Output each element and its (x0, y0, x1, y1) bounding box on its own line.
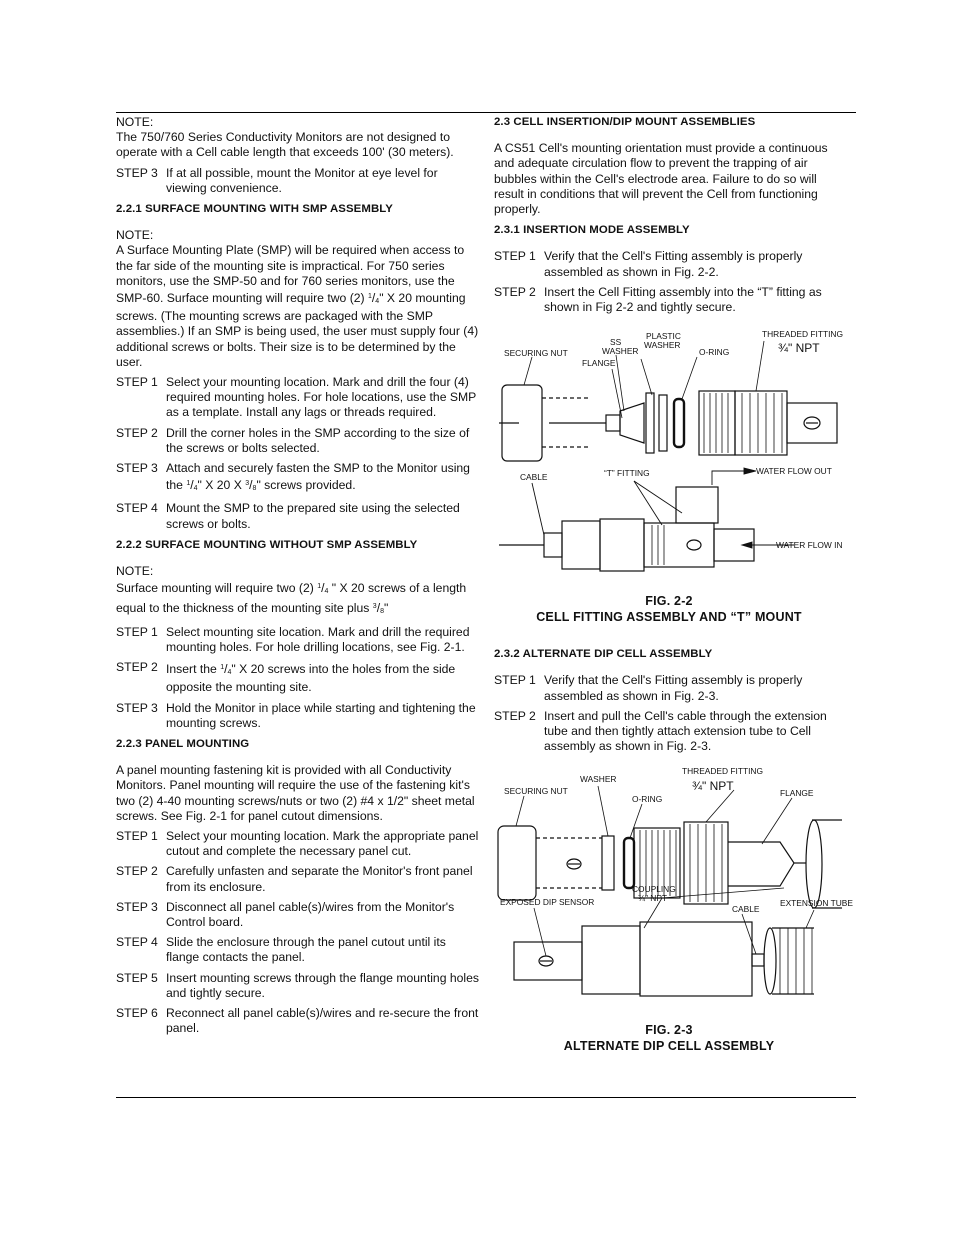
label-flange: FLANGE (780, 788, 814, 799)
label-exposed-dip-sensor: EXPOSED DIP SENSOR (500, 897, 595, 908)
step-item (116, 829, 480, 859)
o-ring-shape (674, 399, 684, 447)
label-npt: ¾" NPT (778, 341, 820, 356)
step-text: Insert and pull the Cell's cable through the extension tube and then tightly attach extension tube to Cell assembly as shown in Fig. 2-3. (544, 708, 827, 754)
step-text: Reconnect all panel cable(s)/wires and re-secure the front panel. (166, 1005, 479, 1036)
step-number: STEP 2 (116, 425, 158, 440)
top-rule (116, 112, 856, 113)
step-text: Disconnect all panel cable(s)/wires from the Monitor's Control board. (166, 899, 455, 929)
step-item (116, 166, 480, 196)
label-npt: ¾" NPT (692, 779, 734, 794)
step-item (116, 625, 480, 655)
step-number: STEP 2 (494, 284, 536, 299)
intro-text: A CS51 Cell's mounting orientation must provide a continuous and adequate circulation flow to prevent the trapping of air bubbles within the Cell's electrode area. Failure to do so will result in conditions that will prevent the Cell from functioning properly. (494, 141, 828, 217)
label-washer: WASHER (580, 774, 617, 785)
label-threaded-fitting: THREADED FITTING (682, 766, 763, 777)
label-water-flow-out: WATER FLOW OUT (756, 466, 832, 477)
step-number: STEP 2 (116, 864, 158, 879)
step-item (116, 375, 480, 421)
step-number: STEP 3 (116, 165, 158, 180)
step-text: Select mounting site location. Mark and drill the required mounting holes. For hole drilling locations, see Fig. 2-1. (166, 624, 470, 654)
label-threaded-fitting: THREADED FITTING (762, 329, 843, 340)
step-text: Insert mounting screws through the flange mounting holes and tightly secure. (166, 970, 479, 1000)
label-plastic-washer-2: WASHER (644, 340, 681, 351)
step-text: Hold the Monitor in place while starting and tightening the mounting screws. (166, 700, 476, 730)
step-item (116, 971, 480, 1001)
step-number: STEP 1 (494, 673, 536, 688)
step-number: STEP 2 (116, 660, 158, 675)
step-number: STEP 3 (116, 461, 158, 476)
step-number: STEP 1 (116, 828, 158, 843)
step-number: STEP 4 (116, 935, 158, 950)
note-text: Surface mounting will require two (2) $^1/_4$ " X 20 screws of a length equal to the thickness of the mounting site plus $^3/_8$" (116, 581, 467, 616)
label-o-ring: O-RING (632, 794, 663, 805)
section-heading-2-2-3: 2.2.3 PANEL MOUNTING (116, 737, 250, 750)
left-column (116, 115, 480, 1041)
step-number: STEP 3 (116, 700, 158, 715)
step-item (116, 461, 480, 496)
step-item (116, 935, 480, 965)
dip-cell-diagram (494, 766, 853, 1018)
step-text: Mount the SMP to the prepared site using the selected screws or bolts. (166, 501, 460, 531)
note-label: NOTE: (116, 564, 154, 579)
panel-mounting-text: A panel mounting fastening kit is provided with all Conductivity Monitors. Panel mounting will require the use of the fastening kit's two (2) 4-40 mounting screws/nuts or two (2) #4 x 1/2" sheet metal screws. See Fig. 2-1 for panel cutout dimensions. (116, 763, 475, 823)
note-text: The 750/760 Series Conductivity Monitors are not designed to operate with a Cell cable length that exceeds 100' (30 meters). (116, 130, 454, 160)
label-ss-washer-2: WASHER (602, 346, 639, 357)
step-item (494, 249, 844, 279)
cell-fitting-diagram (494, 323, 844, 593)
step-text: Insert the Cell Fitting assembly into the “T” fitting as shown in Fig 2-2 and tightly secure. (544, 284, 822, 315)
step-text: Attach and securely fasten the SMP to the Monitor using the $^1/_4$" X 20 X $^3/_8$" screws provided. (166, 461, 470, 493)
figure-2-3-title: ALTERNATE DIP CELL ASSEMBLY (563, 1039, 775, 1054)
note-text: A Surface Mounting Plate (SMP) will be required when access to the far side of the mounting site is impractical. For 750 series monitors, use the SMP-50 and for 760 series monitors, use the SMP-60. Surface mounting will require two (2) $^1/_4$" X 20 mounting screws. (The mounting screws are packaged with the SMP assemblies.) If an SMP is being used, the user must supply four (4) additional screws or bolts. Their size is to be determined by the user. (116, 243, 479, 369)
label-coupling-2: ¾" NPT (638, 893, 668, 904)
label-extension-tube: EXTENSION TUBE (780, 898, 853, 909)
step-item (494, 709, 844, 755)
label-plastic-washer-1: PLASTIC (646, 331, 681, 342)
t-fitting-body (644, 523, 714, 567)
label-t-fitting: “T” FITTING (604, 468, 650, 479)
right-column (494, 115, 853, 1054)
step-number: STEP 1 (116, 375, 158, 390)
coupling-body (640, 922, 752, 996)
step-item (116, 701, 480, 731)
step-item (494, 285, 844, 315)
label-cable: CABLE (520, 472, 548, 483)
step-number: STEP 2 (494, 708, 536, 723)
label-flange: FLANGE (582, 358, 616, 369)
step-number: STEP 1 (494, 249, 536, 264)
section-heading-2-3-2: 2.3.2 ALTERNATE DIP CELL ASSEMBLY (494, 648, 713, 661)
threaded-fitting-body (699, 391, 735, 455)
step-item (116, 426, 480, 456)
step-text: If at all possible, mount the Monitor at eye level for viewing convenience. (166, 165, 438, 195)
step-item (116, 501, 480, 531)
label-securing-nut: SECURING NUT (504, 786, 568, 797)
bottom-rule (116, 1097, 856, 1098)
step-item (116, 864, 480, 894)
section-heading-2-3: 2.3 CELL INSERTION/DIP MOUNT ASSEMBLIES (494, 116, 756, 128)
figure-2-2-title: CELL FITTING ASSEMBLY AND “T” MOUNT (536, 610, 802, 625)
note-label: NOTE: (116, 228, 154, 243)
step-number: STEP 6 (116, 1005, 158, 1020)
o-ring-shape (624, 838, 634, 888)
step-text: Select your mounting location. Mark and drill the four (4) required mounting holes. For hole locations, use the SMP as a template. Install any lags or threads required. (166, 375, 477, 420)
step-text: Insert the $^1/_4$" X 20 screws into the holes from the side opposite the mounting site. (166, 662, 456, 695)
step-item (116, 1006, 480, 1036)
step-text: Verify that the Cell's Fitting assembly is properly assembled as shown in Fig. 2-3. (544, 673, 803, 703)
step-item (116, 900, 480, 930)
section-heading-2-3-1: 2.3.1 INSERTION MODE ASSEMBLY (494, 224, 690, 237)
label-coupling-1: COUPLING (632, 884, 676, 895)
step-item (494, 673, 844, 703)
step-text: Drill the corner holes in the SMP according to the size of the screws or bolts selected. (166, 425, 470, 455)
section-heading-2-2-1: 2.2.1 SURFACE MOUNTING WITH SMP ASSEMBLY (116, 203, 393, 216)
step-text: Slide the enclosure through the panel cutout until its flange contacts the panel. (166, 935, 446, 965)
label-cable: CABLE (732, 904, 760, 915)
step-text: Select your mounting location. Mark the appropriate panel cutout and complete the necessary panel cut. (166, 828, 479, 859)
figure-2-2 (494, 323, 844, 625)
step-number: STEP 1 (116, 624, 158, 639)
t-fitting-nut (562, 521, 600, 569)
step-text: Carefully unfasten and separate the Monitor's front panel from its enclosure. (166, 864, 473, 894)
label-o-ring: O-RING (699, 347, 730, 358)
securing-nut-shape (498, 826, 536, 900)
figure-2-2-number: FIG. 2-2 (645, 594, 693, 609)
label-water-flow-in: WATER FLOW IN (776, 540, 843, 551)
label-ss-washer-1: SS (610, 337, 622, 348)
coupling-nut (582, 926, 640, 994)
step-number: STEP 5 (116, 970, 158, 985)
note-label: NOTE: (116, 115, 154, 129)
figure-2-3 (494, 766, 853, 1054)
step-item (116, 660, 480, 695)
section-heading-2-2-2: 2.2.2 SURFACE MOUNTING WITHOUT SMP ASSEMBLY (116, 538, 418, 551)
step-number: STEP 3 (116, 899, 158, 914)
step-text: Verify that the Cell's Fitting assembly is properly assembled as shown in Fig. 2-2. (544, 249, 803, 279)
step-number: STEP 4 (116, 501, 158, 516)
label-securing-nut: SECURING NUT (504, 348, 568, 359)
figure-2-3-number: FIG. 2-3 (645, 1023, 693, 1038)
